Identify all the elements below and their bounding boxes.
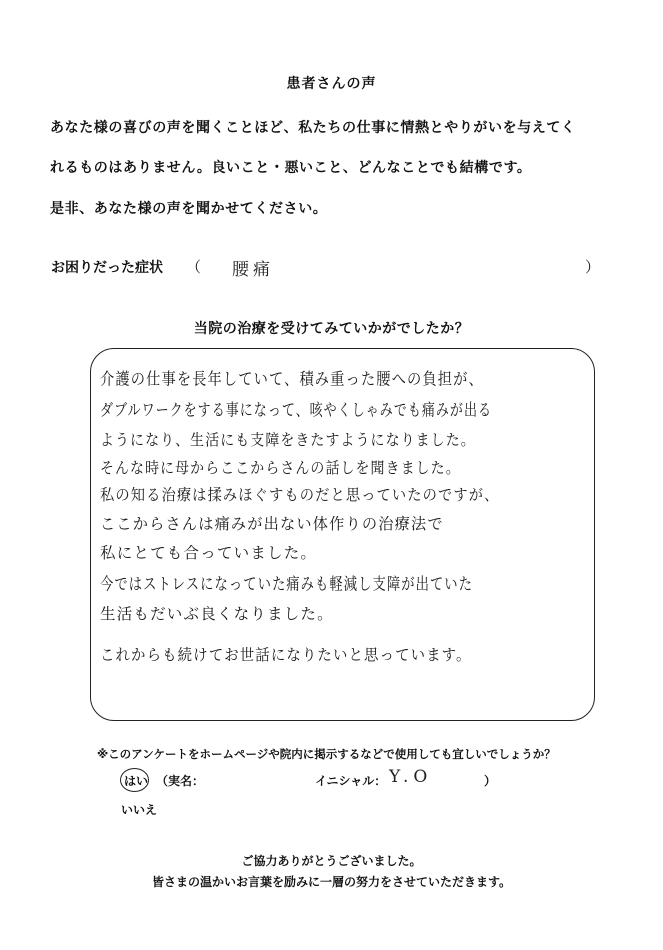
page-title: 患者さんの声 bbox=[286, 76, 377, 92]
treatment-question: 当院の治療を受けてみていかがでしたか？ bbox=[193, 321, 470, 337]
initial-value: Y.O bbox=[389, 767, 433, 787]
answer-line-3: ようになり、生活にも支障をきたすようになりました。 bbox=[100, 431, 476, 449]
consent-question: ※このアンケートをホームページや院内に掲示するなどで使用しても宜しいでしょうか？ bbox=[97, 747, 556, 761]
answer-line-6: ここからさんは痛みが出ない体作りの治療法で bbox=[100, 515, 444, 533]
realname-label: （実名： bbox=[156, 774, 205, 788]
symptom-label: お困りだった症状 bbox=[51, 260, 163, 276]
answer-line-2: ダブルワークをする事になって、咳やくしゃみでも痛みが出る bbox=[100, 400, 493, 420]
consent-yes-option[interactable]: はい bbox=[124, 774, 149, 788]
consent-no-option[interactable]: いいえ bbox=[121, 803, 158, 817]
answer-line-5: 私の知る治療は揉みほぐすものだと思っていたのですが、 bbox=[100, 486, 500, 504]
symptom-value: 腰痛 bbox=[232, 260, 274, 280]
intro-line-2: れるものはありません。良いこと・悪いこと、どんなことでも結構です。 bbox=[50, 160, 532, 176]
answer-line-10: これからも続けてお世話になりたいと思っています。 bbox=[100, 646, 472, 664]
answer-line-9: 生活もだいぶ良くなりました。 bbox=[100, 605, 334, 623]
answer-line-7: 私にとても合っていました。 bbox=[100, 544, 318, 562]
intro-line-3: 是非、あなた様の声を聞かせてください。 bbox=[50, 201, 328, 217]
answer-line-8: 今ではストレスになっていた痛みも軽減し支障が出ていた bbox=[100, 574, 474, 594]
initial-label: イニシャル： bbox=[315, 774, 387, 788]
symptom-close-paren: ） bbox=[585, 258, 601, 276]
footer-message: 皆さまの温かいお言葉を励みに一層の努力をさせていただきます。 bbox=[151, 875, 512, 889]
consent-close-paren: ） bbox=[484, 774, 497, 788]
intro-line-1: あなた様の喜びの声を聞くことほど、私たちの仕事に情熱とやりがいを与えてく bbox=[50, 120, 576, 136]
symptom-open-paren: （ bbox=[186, 258, 202, 276]
footer-thanks: ご協力ありがとうございました。 bbox=[241, 854, 422, 868]
answer-line-4: そんな時に母からここからさんの話しを聞きました。 bbox=[100, 459, 461, 477]
answer-line-1: 介護の仕事を長年していて、積み重った腰への負担が、 bbox=[100, 369, 484, 389]
